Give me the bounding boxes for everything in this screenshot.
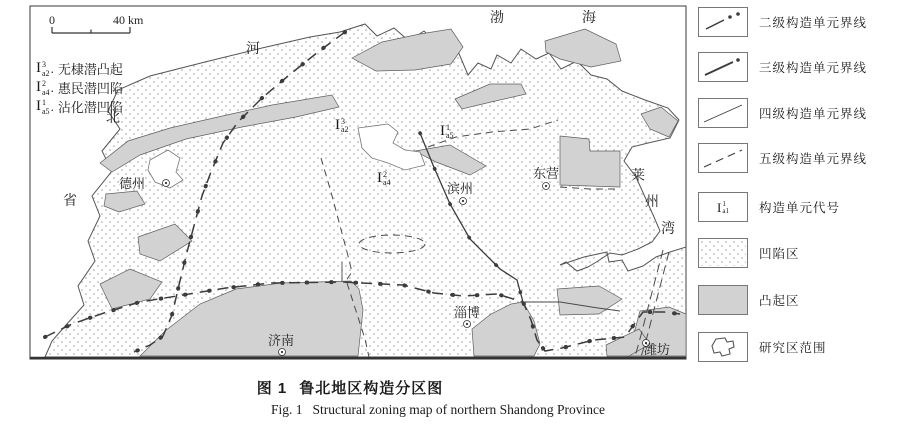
legend-item-label: 构造单元代号 <box>759 201 841 215</box>
scale-bar-distance: 40 km <box>113 13 144 27</box>
depression-swatch <box>698 238 748 268</box>
caption-zh-number: 图 1 <box>256 380 288 397</box>
unit-code-sample: I 1 a1 <box>717 199 729 215</box>
legend-item-label: 凹陷区 <box>759 247 800 261</box>
key-separator: . <box>50 79 54 95</box>
geo-label-bohai-2: 海 <box>582 11 596 26</box>
map-unit-label: I 2 a4 <box>377 169 391 188</box>
legend-item-boundary-order4 <box>698 98 867 128</box>
legend-item-label: 四级构造单元界线 <box>759 107 868 121</box>
legend-item-unit-code <box>698 192 840 222</box>
unit-code: I 3 a2 <box>36 60 50 78</box>
legend-item-label: 三级构造单元界线 <box>759 61 868 75</box>
legend-item-uplift <box>698 285 800 315</box>
key-separator: . <box>50 60 54 76</box>
boundary-order3-swatch-icon <box>698 52 748 82</box>
city-label-dongying: 东营 <box>532 166 560 181</box>
caption-en-number: Fig. 1 <box>271 402 303 417</box>
legend-item-label: 研究区范围 <box>759 341 827 355</box>
key-unit-name: 沾化潜凹陷 <box>57 100 123 115</box>
city-marker-dongying <box>543 183 550 190</box>
geo-label-hebei-2: 北 <box>106 111 120 126</box>
boundary-order4-swatch-icon <box>698 98 748 128</box>
geo-label-laizhouwan-3: 湾 <box>661 222 675 237</box>
unit-code: I 2 a4 <box>36 79 50 97</box>
map-unit-label: I 3 a2 <box>335 116 349 135</box>
caption-zh-title: 鲁北地区构造分区图 <box>299 380 444 397</box>
city-marker-jinan <box>279 349 286 356</box>
city-label-zibo: 淄博 <box>453 305 481 320</box>
geo-label-laizhouwan-2: 州 <box>645 195 659 210</box>
city-marker-binzhou <box>460 198 467 205</box>
geo-label-hebei-3: 省 <box>63 194 77 209</box>
map-unit-label: I 1 a5 <box>440 122 454 141</box>
boundary-order5-swatch-icon <box>698 143 748 173</box>
legend-item-label: 五级构造单元界线 <box>759 152 868 166</box>
legend-item-label: 二级构造单元界线 <box>759 16 868 30</box>
city-label-jinan: 济南 <box>267 333 295 348</box>
legend-item-study-area <box>698 332 827 362</box>
uplift-swatch <box>698 285 748 315</box>
legend-item-boundary-order5 <box>698 143 867 173</box>
key-row-huimin <box>36 78 123 97</box>
unit-code-swatch <box>698 192 748 222</box>
key-row-wudi <box>36 59 123 78</box>
city-label-weifang: 潍坊 <box>643 342 671 357</box>
map-key <box>36 59 123 116</box>
city-label-binzhou: 滨州 <box>446 181 474 196</box>
key-unit-name: 惠民潜凹陷 <box>57 81 123 96</box>
legend-item-label: 凸起区 <box>759 294 800 308</box>
legend-item-boundary-order2 <box>698 7 867 37</box>
key-separator: . <box>50 98 54 114</box>
city-marker-dezhou <box>163 180 170 187</box>
boundary-order2-swatch-icon <box>698 7 748 37</box>
caption-chinese <box>257 377 444 398</box>
unit-code: I 1 a5 <box>36 98 50 116</box>
key-row-zhanhua <box>36 97 123 116</box>
geo-label-hebei-1: 河 <box>246 42 260 57</box>
legend-item-boundary-order3 <box>698 52 867 82</box>
study-area-swatch-icon <box>698 332 748 362</box>
caption-en-title: Structural zoning map of northern Shandong Province <box>312 402 605 417</box>
caption-english <box>271 402 605 418</box>
city-label-dezhou: 德州 <box>118 176 146 191</box>
geo-label-bohai-1: 渤 <box>490 11 504 26</box>
city-marker-zibo <box>464 321 471 328</box>
key-unit-name: 无棣潜凸起 <box>57 62 123 77</box>
legend-item-depression <box>698 238 800 268</box>
scale-bar-zero: 0 <box>49 13 55 27</box>
geo-label-laizhouwan-1: 莱 <box>631 169 645 184</box>
